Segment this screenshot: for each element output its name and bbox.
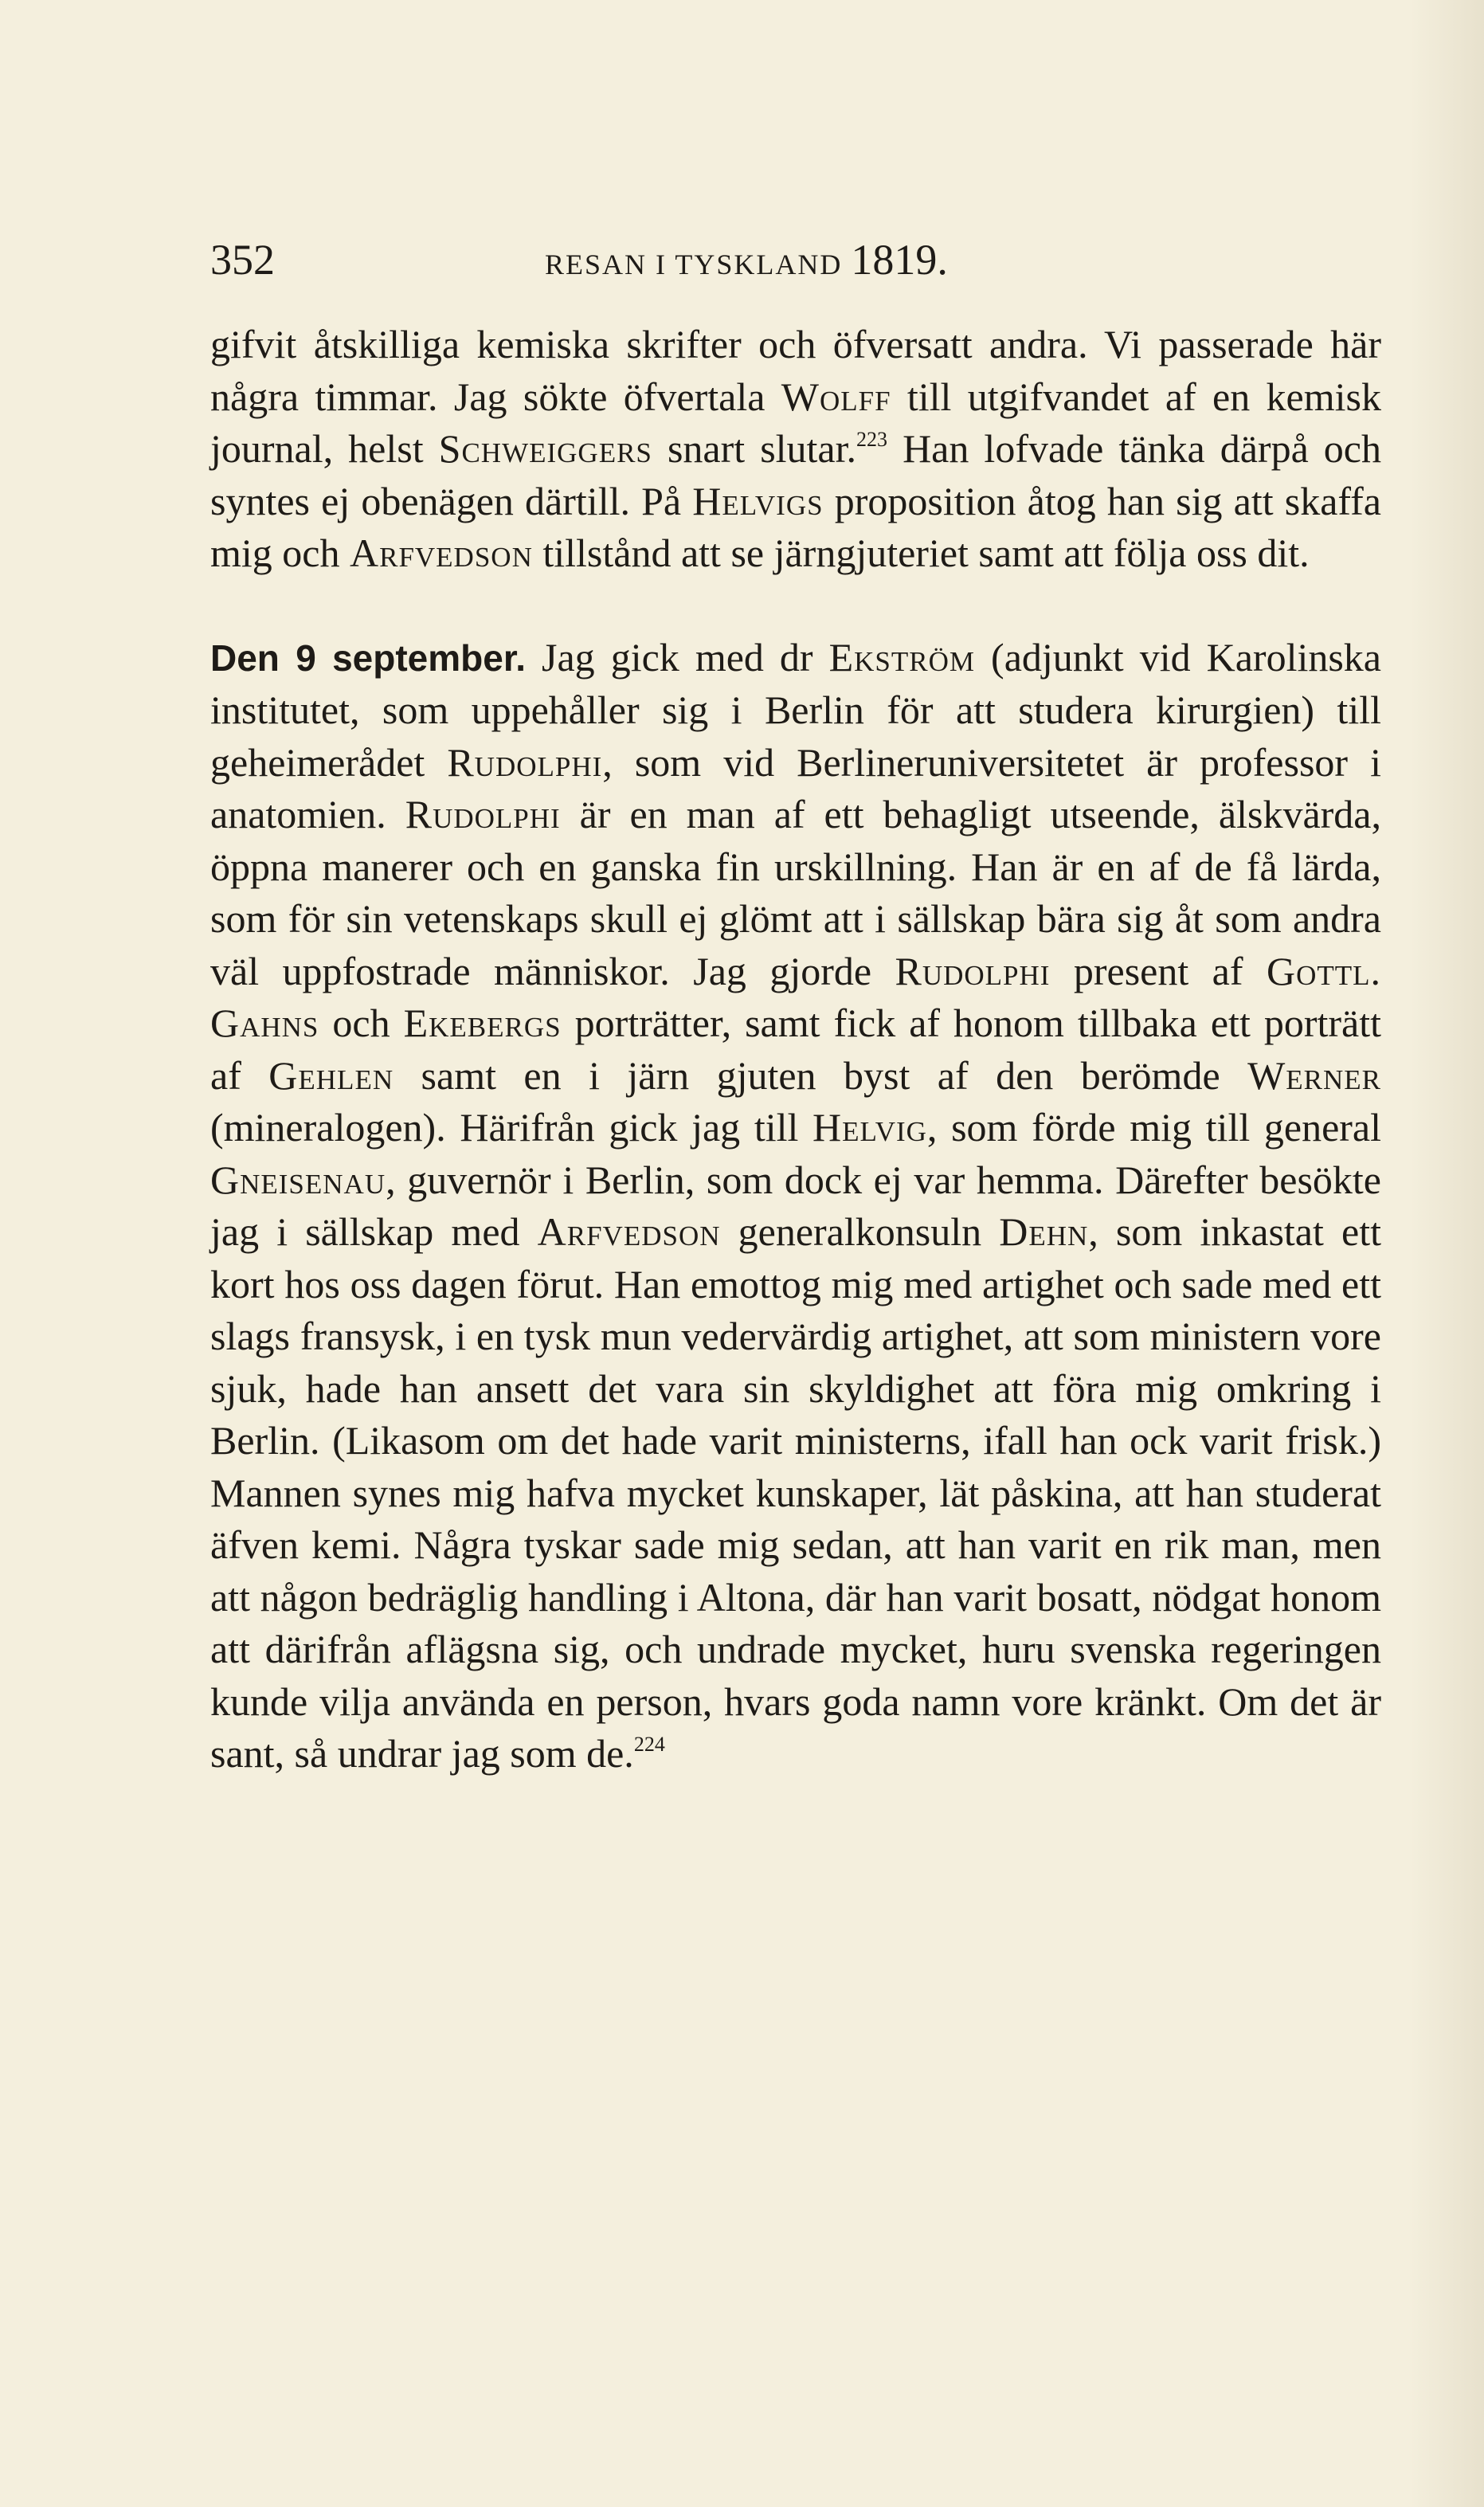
running-title	[545, 231, 948, 293]
text-run: tillstånd att se järngjuteriet samt att följa oss dit.	[532, 531, 1310, 575]
date-heading: Den 9 september.	[210, 637, 526, 679]
person-name: Helvig	[812, 1105, 927, 1150]
paragraph	[210, 319, 1381, 580]
person-name: Gottl. Gahns	[210, 948, 1381, 1045]
text-run: och	[319, 1001, 404, 1045]
person-name: Schweiggers	[438, 426, 652, 471]
text-run: , som inkastat ett kort hos oss dagen förut. Han emottog mig med artighet och sade med ett slags fransysk, i en tysk mun vedervärdig artighet, att som ministern vore sjuk, hade han ansett det vara sin skyldighet att föra mig omkring i Berlin. (Likasom om det hade varit ministerns, ifall han ock varit frisk.) Mannen synes mig hafva mycket kunskaper, lät påskina, att han studerat äfven kemi. Några tyskar sade mig sedan, att han varit en rik man, men att någon bedräglig handling i Altona, där han varit bosatt, nödgat honom att därifrån aflägsna sig, och undrade mycket, huru svenska regeringen kunde vilja använda en person, hvars goda namn vore kränkt. Om det är sant, så undrar jag som de.	[210, 1209, 1381, 1776]
paragraph	[210, 632, 1381, 1780]
text-run: (mineralogen). Härifrån gick jag till	[210, 1105, 813, 1150]
body-text	[210, 319, 1381, 1780]
text-run: samt en i järn gjuten byst af den berömde	[394, 1052, 1248, 1098]
person-name: Arfvedson	[537, 1209, 721, 1254]
person-name: Helvigs	[692, 478, 824, 523]
text-run: proposition åtog han sig att skaffa mig och	[210, 478, 1382, 575]
person-name: Werner	[1247, 1052, 1382, 1098]
running-title-year: 1819.	[851, 236, 948, 284]
text-run: Han lofvade tänka därpå och syntes ej obenägen därtill. På	[210, 426, 1381, 523]
text-run: generalkonsuln	[720, 1209, 1000, 1254]
text-run: till utgifvandet af en kemisk journal, helst	[210, 374, 1381, 471]
person-name: Wolff	[781, 374, 891, 419]
person-name: Dehn	[999, 1209, 1089, 1254]
text-run: porträtter, samt fick af honom tillbaka ett porträtt af	[210, 1001, 1381, 1098]
person-name: Rudolphi	[405, 792, 561, 836]
text-run: gifvit åtskilliga kemiska skrifter och öfversatt andra. Vi passerade här några timmar. Jag sökte öfvertala	[210, 322, 1381, 419]
footnote-ref: 224	[633, 1733, 665, 1756]
person-name: Gneisenau	[210, 1157, 386, 1202]
running-title-text: RESAN I TYSKLAND	[545, 249, 843, 280]
footnote-ref: 223	[856, 428, 888, 451]
person-name: Ekström	[828, 634, 976, 680]
person-name: Rudolphi	[447, 739, 603, 785]
text-run: snart slutar.	[652, 426, 857, 471]
person-name: Arfvedson	[349, 531, 533, 575]
text-run: present af	[1050, 948, 1267, 993]
text-run: (adjunkt vid Karolinska institutet, som uppehåller sig i Berlin för att studera kirurgien) till geheimerådet	[210, 634, 1382, 785]
text-run: Jag gick med dr	[526, 634, 829, 680]
person-name: Ekebergs	[403, 1001, 562, 1045]
text-run: , som vid Berlineruniversitetet är professor i anatomien.	[210, 739, 1381, 836]
page-header	[210, 231, 1381, 288]
text-run: , guvernör i Berlin, som dock ej var hemma. Därefter besökte jag i sällskap med	[210, 1157, 1381, 1254]
person-name: Rudolphi	[895, 948, 1051, 993]
text-run: , som förde mig till general	[926, 1105, 1381, 1150]
person-name: Gehlen	[268, 1052, 394, 1098]
text-run: är en man af ett behagligt utseende, älskvärda, öppna manerer och en ganska fin urskillning. Han är en af de få lärda, som för sin vetenskaps skull ej glömt att i sällskap bära sig åt som andra väl uppfostrade människor. Jag gjorde	[210, 792, 1381, 993]
page-number: 352	[210, 236, 275, 284]
